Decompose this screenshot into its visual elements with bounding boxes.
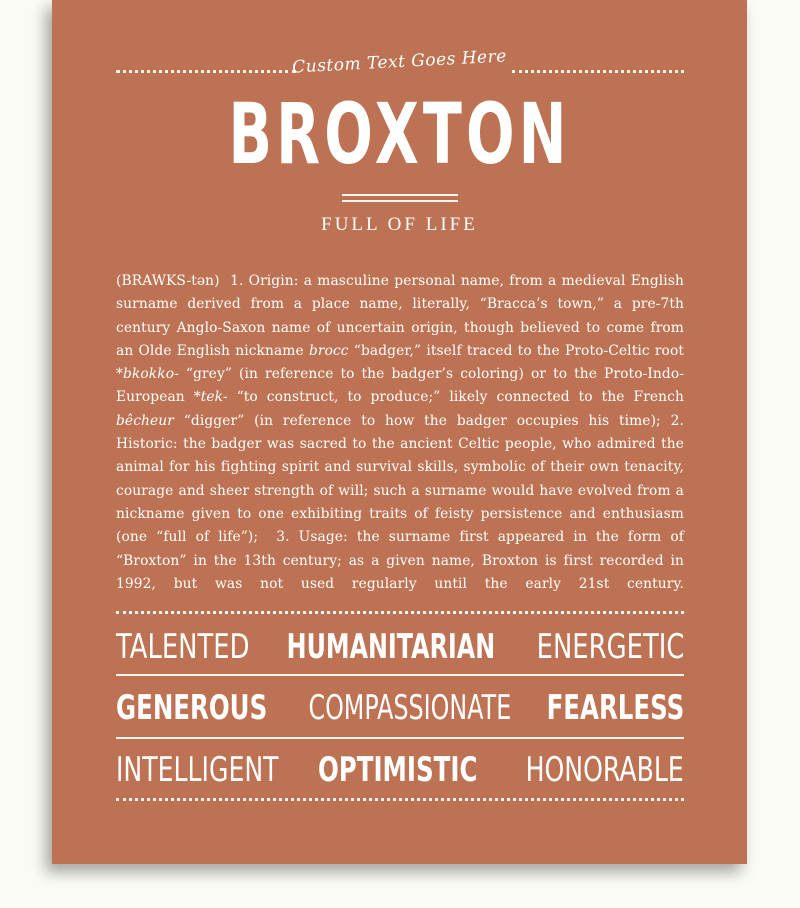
- trait-word-bold: OPTIMISTIC: [318, 750, 478, 790]
- rule-line-bottom: [342, 200, 458, 202]
- trait-separator: [116, 674, 684, 676]
- definition-text: the badger was sacred to the ancient Celtic people, who admired the animal for his fighting spirit and survival skills, symbolic of their own tenacity, courage and sheer strength of will; such a surname would have evolved from a nickname given to one exhibiting traits of feisty persistence and enthusiasm (one “full of life”);: [116, 436, 684, 546]
- name-title: BROXTON: [228, 85, 571, 183]
- trait-word-bold: GENEROUS: [116, 688, 268, 728]
- trait-word-bold: FEARLESS: [546, 688, 684, 728]
- dotted-divider-traits: [116, 611, 684, 614]
- trait-word: TALENTED: [116, 627, 250, 667]
- definition-text: a masculine personal name, from a medieval English surname derived from a place name, literally, “Bracca’s town,” a pre-7th century Anglo-Saxon name of uncertain origin, though believed to come from an Olde English nickname: [116, 273, 684, 359]
- dotted-divider-right: [512, 70, 684, 73]
- dotted-divider-bottom: [116, 798, 684, 801]
- definition-text: “to construct, to produce;” likely connected to the French: [227, 389, 684, 406]
- term-italic: bêcheur: [116, 412, 174, 429]
- trait-word: ENERGETIC: [536, 627, 684, 667]
- term-italic: *bkokko-: [116, 366, 179, 383]
- definition-text: “badger,” itself traced to the Proto-Celtic root: [348, 342, 684, 359]
- trait-word: INTELLIGENT: [116, 750, 279, 790]
- trait-word: HONORABLE: [525, 750, 684, 790]
- name-poster: [52, 0, 747, 864]
- custom-text: Custom Text Goes Here: [291, 46, 508, 78]
- historic-label: 2. Historic:: [116, 412, 684, 453]
- definition-text: “grey” (in reference to the badger’s coloring) or to the Proto-Indo-European: [116, 366, 684, 406]
- term-italic: brocc: [308, 342, 349, 359]
- trait-row-3: [116, 745, 684, 795]
- trait-row-1: [116, 622, 684, 672]
- rule-line-top: [342, 194, 458, 196]
- name-meaning: FULL OF LIFE: [321, 214, 478, 235]
- name-definition: [116, 270, 684, 596]
- trait-word: COMPASSIONATE: [307, 688, 511, 728]
- trait-separator: [116, 737, 684, 739]
- pronunciation: (BRAWKS-tən): [116, 273, 220, 289]
- term-italic: *tek-: [193, 389, 228, 406]
- trait-word-bold: HUMANITARIAN: [286, 627, 495, 667]
- definition-text: “digger” (in reference to how the badger occupies his time);: [173, 412, 661, 429]
- usage-label: 3. Usage:: [276, 529, 348, 546]
- trait-row-2: [116, 683, 684, 733]
- definition-text: the surname first appeared in the form of “Broxton” in the 13th century; as a given name, Broxton is first recorded in 1992, but was not used regularly until the early 21st century.: [116, 529, 685, 592]
- origin-label: 1. Origin:: [230, 273, 299, 289]
